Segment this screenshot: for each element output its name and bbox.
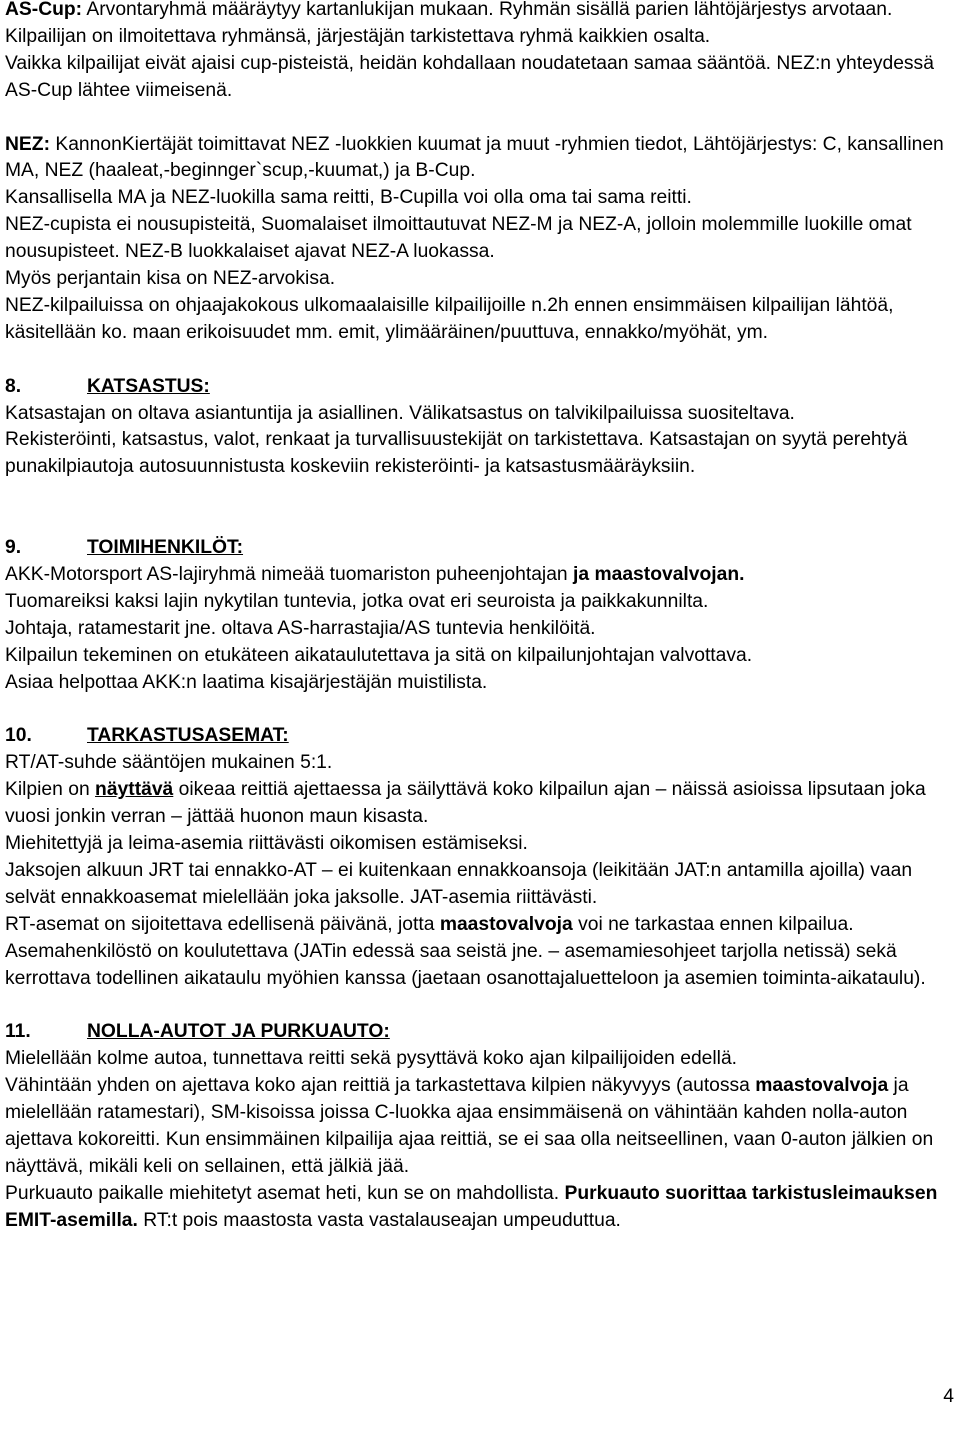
section-9-paragraph-2: Tuomareiksi kaksi lajin nykytilan tuntevia, jotka ovat eri seuroista ja paikkakunnilta. [5,590,709,612]
section-10-paragraph-2 [5,777,957,831]
section-10-paragraph-4: Jaksojen alkuun JRT tai ennakko-AT – ei kuitenkaan ennakkoansoja (leikitään JAT:n antamilla ajoilla) vaan selvät ennakkoasemat mielellään joka jaksolle. JAT-asemia riittävästi. [5,859,913,908]
section-number: 9. [5,537,22,559]
section-heading [5,374,957,401]
nez-paragraph [5,132,957,186]
section-8-paragraph-1: Katsastajan on oltava asiantuntija ja asiallinen. Välikatsastus on talvikilpailuissa suositeltava. [5,402,795,424]
document-page [5,0,957,1235]
bold-underlined-text: näyttävä [95,779,174,801]
section-9-paragraph-3: Johtaja, ratamestarit jne. oltava AS-harrastajia/AS tuntevia henkilöitä. [5,617,596,639]
section-number: 10. [5,725,32,747]
intro-section [5,0,957,347]
section-number: 11. [5,1021,31,1043]
section-heading [5,723,957,750]
section-11-paragraph-1: Mielellään kolme autoa, tunnettava reitti sekä pysyttävä koko ajan kilpailijoiden edellä. [5,1048,738,1070]
section-8 [5,374,957,482]
section-heading [5,1019,957,1046]
section-9-paragraph-1 [5,562,957,589]
section-9 [5,535,957,696]
section-11-paragraph-2 [5,1073,957,1181]
section-9-paragraph-4: Kilpailun tekeminen on etukäteen aikataulutettava ja sitä on kilpailunjohtajan valvottava. [5,644,753,666]
nez-label: NEZ: [5,133,50,155]
text-span: RT-asemat on sijoitettava edellisenä päivänä, jotta [5,913,440,935]
section-11 [5,1019,957,1234]
text-span: Purkuauto paikalle miehitetyt asemat heti, kun se on mahdollista. [5,1182,565,1204]
nez-paragraph-4: Myös perjantain kisa on NEZ-arvokisa. [5,268,336,290]
section-number: 8. [5,375,22,397]
section-title: TOIMIHENKILÖT: [87,537,244,559]
text-span: voi ne tarkastaa ennen kilpailua. [572,913,854,935]
ascup-text: Arvontaryhmä määräytyy kartanlukijan mukaan. Ryhmän sisällä parien lähtöjärjestys arvotaan. Kilpailijan on ilmoitettava ryhmänsä, järjestäjän tarkistettava ryhmä kaikkien osalta. [5,0,893,47]
text-span: AKK-Motorsport AS-lajiryhmä nimeää tuomariston puheenjohtajan [5,563,574,585]
ascup-label: AS-Cup: [5,0,83,20]
section-title: NOLLA-AUTOT JA PURKUAUTO: [87,1021,390,1043]
nez-paragraph-3: NEZ-cupista ei nousupisteitä, Suomalaiset ilmoittautuvat NEZ-M ja NEZ-A, jolloin molemmille luokille omat nousupisteet. NEZ-B luokkalaiset ajavat NEZ-A luokassa. [5,214,912,263]
section-8-paragraph-2: Rekisteröinti, katsastus, valot, renkaat ja turvallisuustekijät on tarkistettava. Katsastajan on syytä perehtyä punakilpiautoja autosuunnistusta koskeviin rekisteröinti- ja katsastusmääräyksiin. [5,429,908,478]
bold-text: maastovalvoja [439,913,573,935]
section-10-paragraph-1: RT/AT-suhde sääntöjen mukainen 5:1. [5,752,333,774]
bold-text: Purkuauto suorittaa tarkistusleimauksen EMIT-asemilla. [5,1182,938,1231]
nez-paragraph-2: Kansallisella MA ja NEZ-luokilla sama reitti, B-Cupilla voi olla oma tai sama reitti. [5,187,692,209]
section-title: KATSASTUS: [87,375,210,397]
page-number: 4 [943,1386,954,1407]
text-span: oikeaa reittiä ajettaessa ja säilyttävä koko kilpailun ajan – näissä asioissa lipsutaan joka vuosi jonkin verran – jättää huonon maun kisasta. [5,779,926,828]
section-10-paragraph-5 [5,912,957,939]
section-title: TARKASTUSASEMAT: [87,725,289,747]
ascup-paragraph [5,0,957,51]
bold-text: ja maastovalvojan. [573,563,745,585]
section-10-paragraph-3: Miehitettyjä ja leima-asemia riittävästi oikomisen estämiseksi. [5,833,528,855]
text-span: ja mielellään ratamestari), SM-kisoissa joissa C-luokka ajaa ensimmäisenä on vähintään kahden nolla-auton ajettava kokoreitti. Kun ensimmäinen kilpailija ajaa reittiä, se ei saa olla neitseellinen, vaan 0-auton jälkien on näyttävä, mikäli keli on sellainen, että jälkiä jää. [5,1075,934,1177]
bold-text: maastovalvoja [755,1075,889,1097]
section-11-paragraph-3 [5,1181,957,1235]
text-span: Kilpien on [5,779,96,801]
section-heading [5,535,957,562]
text-span: Vähintään yhden on ajettava koko ajan reittiä ja tarkastettava kilpien näkyvyys (autossa [5,1075,756,1097]
section-9-paragraph-5: Asiaa helpottaa AKK:n laatima kisajärjestäjän muistilista. [5,671,488,693]
nez-text: KannonKiertäjät toimittavat NEZ -luokkien kuumat ja muut -ryhmien tiedot, Lähtöjärjestys: C, kansallinen MA, NEZ (haaleat,-beginnger`scup,-kuumat,) ja B-Cup. [5,133,944,182]
section-10-paragraph-6: Asemahenkilöstö on koulutettava (JATin edessä saa seistä jne. – asemamiesohjeet tarjolla netissä) sekä kerrottava todellinen aikataulu myöhien kanssa (jaetaan osanottajaluetteloon ja asemien toiminta-aikataulu). [5,940,926,989]
section-10 [5,723,957,992]
text-span: RT:t pois maastosta vasta vastalauseajan umpeuduttua. [137,1209,621,1231]
nez-paragraph-5: NEZ-kilpailuissa on ohjaajakokous ulkomaalaisille kilpailijoille n.2h ennen ensimmäisen kilpailijan lähtöä, käsitellään ko. maan erikoisuudet mm. emit, ylimääräinen/puuttuva, ennakko/myöhät, ym. [5,294,894,343]
ascup-paragraph-2: Vaikka kilpailijat eivät ajaisi cup-pisteistä, heidän kohdallaan noudatetaan samaa sääntöä. NEZ:n yhteydessä AS-Cup lähtee viimeisenä. [5,52,934,101]
